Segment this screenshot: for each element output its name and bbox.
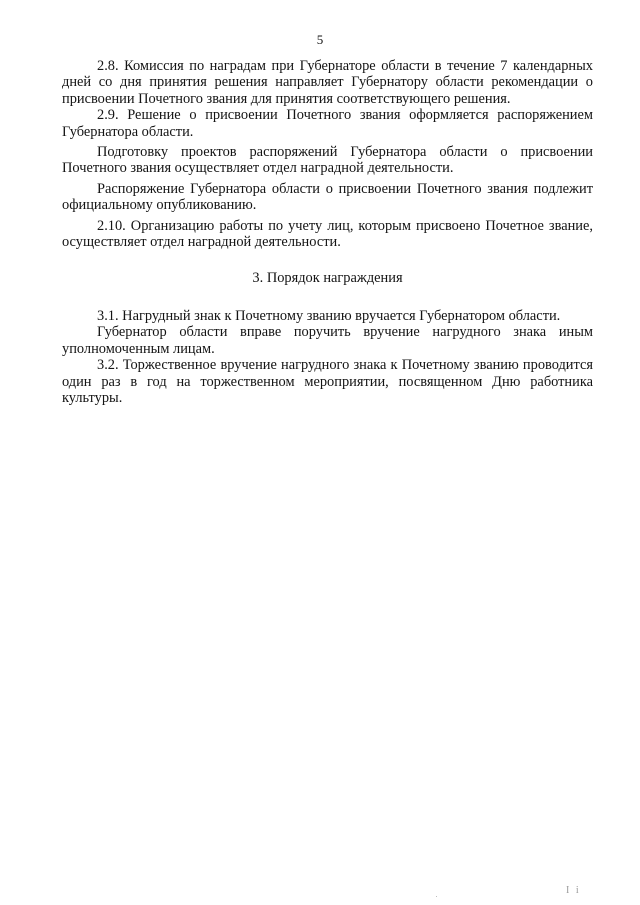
paragraph-3-2: 3.2. Торжественное вручение нагрудного знака к Почетному званию проводится один раз в год на торжественном мероприятии, посвященном Дню работника культуры. <box>62 357 593 406</box>
paragraph-2-10: 2.10. Организацию работы по учету лиц, которым присвоено Почетное звание, осуществляет отдел наградной деятельности. <box>62 217 593 251</box>
footer-scan-mark: I i <box>566 885 581 896</box>
paragraph-2-8: 2.8. Комиссия по наградам при Губернаторе области в течение 7 календарных дней со дня принятия решения направляет Губернатору области рекомендации о присвоении Почетного звания для принятия соответствующего решения. <box>62 58 593 107</box>
paragraph-2-9-publication: Распоряжение Губернатора области о присвоении Почетного звания подлежит официальному опубликованию. <box>62 180 593 214</box>
paragraph-2-9: 2.9. Решение о присвоении Почетного звания оформляется распоряжением Губернатора области. <box>62 107 593 140</box>
document-body <box>62 58 593 406</box>
paragraph-3-1-delegation: Губернатор области вправе поручить вручение нагрудного знака иным уполномоченным лицам. <box>62 324 593 357</box>
scan-artifact-dot <box>436 896 437 897</box>
paragraph-3-1: 3.1. Нагрудный знак к Почетному званию вручается Губернатором области. <box>97 307 561 324</box>
page-number: 5 <box>316 32 324 47</box>
section-3-heading: 3. Порядок награждения <box>252 270 403 287</box>
paragraph-2-9-drafting: Подготовку проектов распоряжений Губернатора области о присвоении Почетного звания осуществляет отдел наградной деятельности. <box>62 144 593 177</box>
